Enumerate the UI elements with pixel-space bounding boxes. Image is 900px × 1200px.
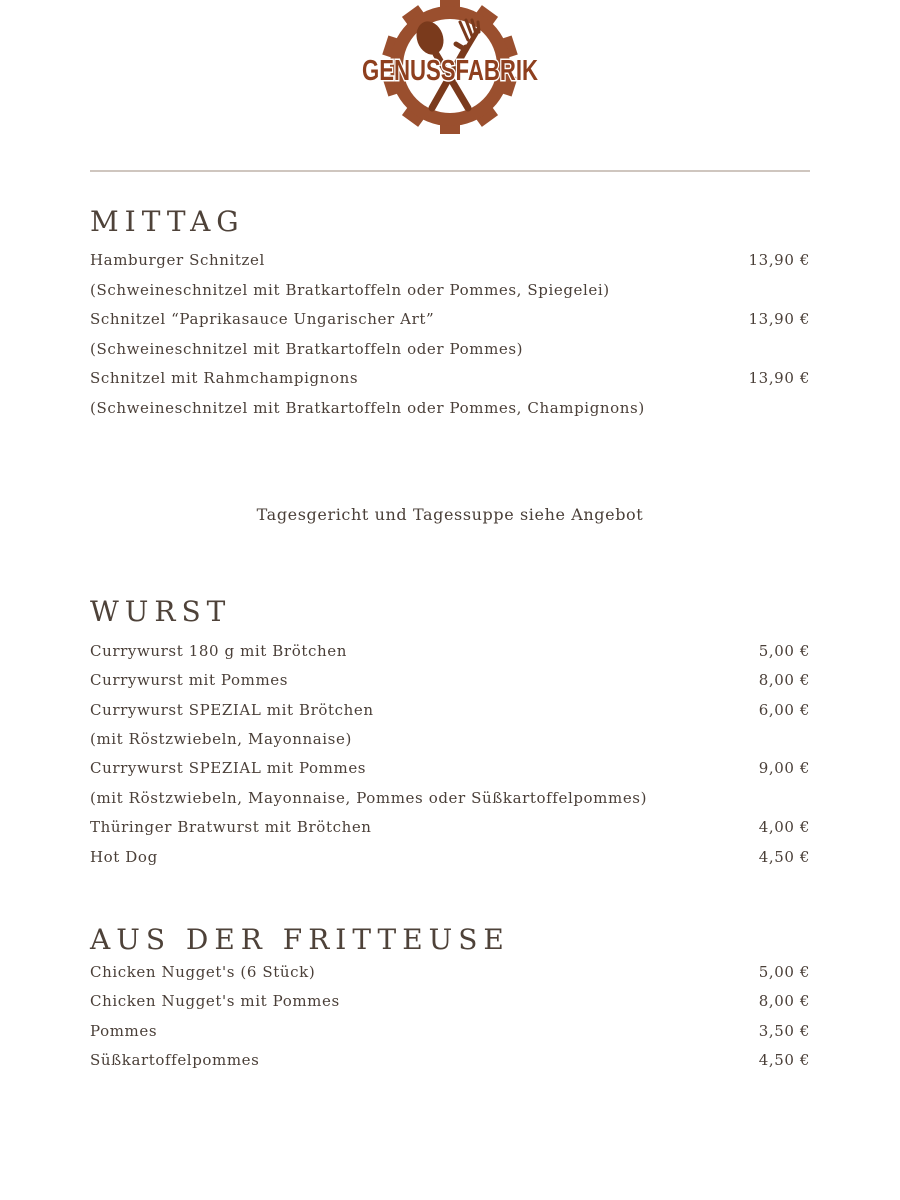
menu-item-price: 9,00 €: [758, 759, 810, 777]
menu-item-name: Currywurst 180 g mit Brötchen: [90, 642, 347, 660]
menu-item-desc-text: (mit Röstzwiebeln, Mayonnaise): [90, 730, 352, 748]
menu-item: [90, 250, 810, 270]
genussfabrik-logo: [360, 0, 540, 140]
menu-item: [90, 1050, 810, 1070]
menu-item-desc-text: (Schweineschnitzel mit Bratkartoffeln oder Pommes): [90, 340, 524, 358]
menu-item-description: [90, 788, 810, 808]
menu-item-price: 4,00 €: [758, 818, 810, 836]
logo-wordmark: GENUSSFABRIK: [362, 55, 539, 87]
menu-item-name: Hot Dog: [90, 848, 158, 866]
menu-item-price: 13,90 €: [748, 310, 810, 328]
menu-item-description: [90, 339, 810, 359]
menu-item-name: Chicken Nugget's mit Pommes: [90, 992, 340, 1010]
menu-item-name: Chicken Nugget's (6 Stück): [90, 963, 316, 981]
menu-item: [90, 1021, 810, 1041]
menu-item: [90, 817, 810, 837]
menu-item-description: [90, 729, 810, 749]
menu-item-name: Currywurst SPEZIAL mit Pommes: [90, 759, 367, 777]
menu-item-name: Hamburger Schnitzel: [90, 251, 265, 269]
menu-item: [90, 670, 810, 690]
menu-item-price: 4,50 €: [758, 848, 810, 866]
menu-item: [90, 962, 810, 982]
menu-item-name: Currywurst SPEZIAL mit Brötchen: [90, 701, 374, 719]
menu-item-name: Currywurst mit Pommes: [90, 671, 289, 689]
menu-item-price: 4,50 €: [758, 1051, 810, 1069]
menu-item-price: 3,50 €: [758, 1022, 810, 1040]
section-title-fritteuse: AUS DER FRITTEUSE: [90, 923, 510, 956]
menu-item: [90, 758, 810, 778]
menu-item-description: [90, 280, 810, 300]
menu-item: [90, 847, 810, 867]
menu-item-name: Schnitzel mit Rahmchampignons: [90, 369, 359, 387]
menu-item-price: 13,90 €: [748, 251, 810, 269]
menu-item: [90, 368, 810, 388]
menu-item-desc-text: (Schweineschnitzel mit Bratkartoffeln oder Pommes, Champignons): [90, 399, 645, 417]
menu-item-desc-text: (mit Röstzwiebeln, Mayonnaise, Pommes oder Süßkartoffelpommes): [90, 789, 648, 807]
menu-item-desc-text: (Schweineschnitzel mit Bratkartoffeln oder Pommes, Spiegelei): [90, 281, 610, 299]
daily-special-note: Tagesgericht und Tagessuppe siehe Angebot: [256, 505, 644, 524]
menu-item-name: Schnitzel “Paprikasauce Ungarischer Art”: [90, 310, 435, 328]
menu-item-price: 13,90 €: [748, 369, 810, 387]
menu-item-price: 8,00 €: [758, 671, 810, 689]
menu-item-price: 6,00 €: [758, 701, 810, 719]
menu-item: [90, 700, 810, 720]
menu-item: [90, 641, 810, 661]
menu-item: [90, 309, 810, 329]
section-title-mittag: MITTAG: [90, 205, 245, 238]
menu-item-name: Pommes: [90, 1022, 158, 1040]
section-title-wurst: WURST: [90, 595, 232, 628]
menu-item-name: Süßkartoffelpommes: [90, 1051, 260, 1069]
menu-item-price: 5,00 €: [758, 963, 810, 981]
header-divider: [90, 170, 810, 172]
menu-item-description: [90, 398, 810, 418]
menu-item-price: 8,00 €: [758, 992, 810, 1010]
menu-item-price: 5,00 €: [758, 642, 810, 660]
menu-item-name: Thüringer Bratwurst mit Brötchen: [90, 818, 372, 836]
menu-item: [90, 991, 810, 1011]
